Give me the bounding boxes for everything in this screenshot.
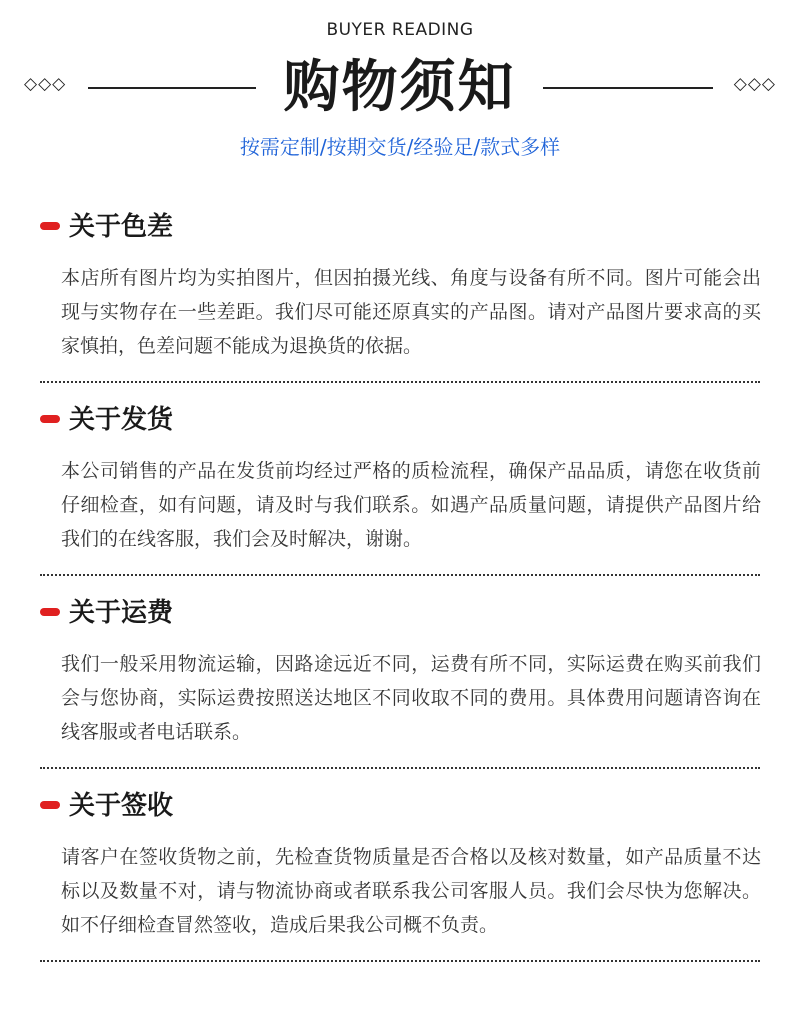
diamond-ornament-right: ◇◇◇ [733, 74, 776, 94]
dotted-divider [40, 767, 760, 769]
section-body: 请客户在签收货物之前，先检查货物质量是否合格以及核对数量，如产品质量不达标以及数量不对，请与物流协商或者联系我公司客服人员。我们会尽快为您解决。如不仔细检查冒然签收，造成后果我公司概不负责。 [61, 846, 761, 936]
title-rule-right [543, 87, 713, 89]
section-header [40, 786, 760, 826]
section-title: 关于运费 [69, 598, 174, 628]
section-shipping [40, 400, 760, 556]
title-rule-left [88, 87, 256, 89]
dotted-divider [40, 574, 760, 576]
section-header [40, 593, 760, 633]
section-body: 本公司销售的产品在发货前均经过严格的质检流程，确保产品品质，请您在收货前仔细检查，如有问题，请及时与我们联系。如遇产品质量问题，请提供产品图片给我们的在线客服，我们会及时解决，谢谢。 [61, 460, 761, 550]
red-bullet-icon [40, 801, 60, 809]
dotted-divider [40, 960, 760, 962]
section-header [40, 207, 760, 247]
section-freight [40, 593, 760, 749]
section-body: 本店所有图片均为实拍图片，但因拍摄光线、角度与设备有所不同。图片可能会出现与实物存在一些差距。我们尽可能还原真实的产品图。请对产品图片要求高的买家慎拍，色差问题不能成为退换货的依据。 [61, 267, 761, 357]
section-receipt [40, 786, 760, 942]
section-color-difference [40, 207, 760, 363]
section-title: 关于色差 [69, 212, 174, 242]
dotted-divider [40, 381, 760, 383]
diamond-ornament-left: ◇◇◇ [24, 74, 67, 94]
page-title: 购物须知 [283, 55, 516, 120]
section-header [40, 400, 760, 440]
title-row [0, 52, 800, 124]
red-bullet-icon [40, 608, 60, 616]
red-bullet-icon [40, 415, 60, 423]
red-bullet-icon [40, 222, 60, 230]
section-title: 关于发货 [69, 405, 174, 435]
section-title: 关于签收 [69, 791, 174, 821]
section-body: 我们一般采用物流运输，因路途远近不同，运费有所不同，实际运费在购买前我们会与您协商，实际运费按照送达地区不同收取不同的费用。具体费用问题请咨询在线客服或者电话联系。 [61, 653, 761, 743]
header-subtitle-en: BUYER READING [326, 20, 474, 40]
tagline: 按需定制/按期交货/经验足/款式多样 [239, 135, 561, 159]
